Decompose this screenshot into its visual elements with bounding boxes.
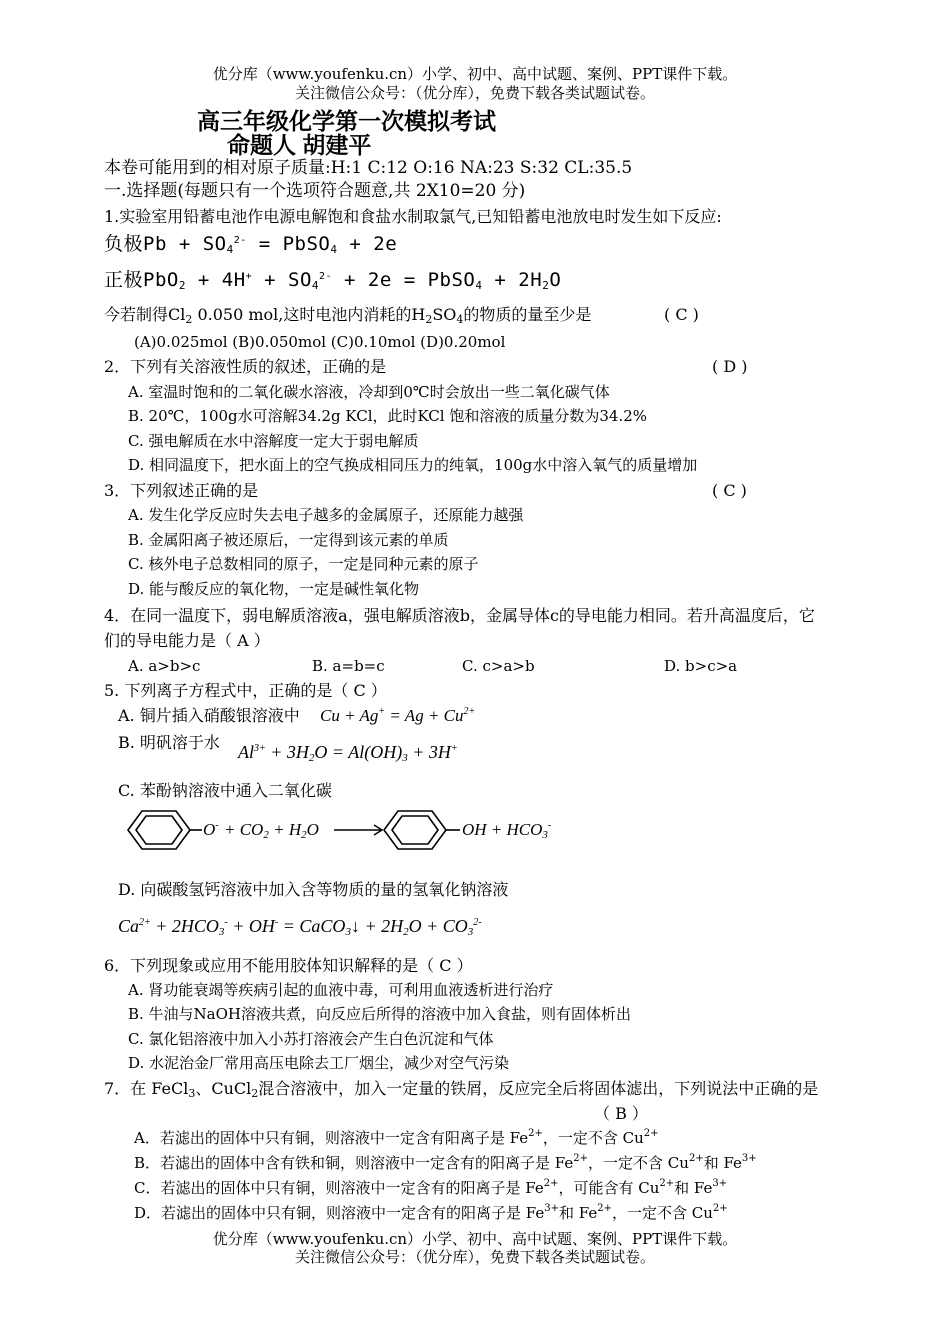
q6-stem: 6．下列现象或应用不能用胶体知识解释的是（ C ）: [104, 956, 473, 975]
q4-option-a: A. a>b>c: [128, 657, 201, 675]
q7-option-b: B．若滤出的固体中含有铁和铜，则溶液中一定含有的阳离子是 $Fe^{2+}$，一定不含 $Cu^{2+}$和 $Fe^{3+}$: [134, 1153, 757, 1172]
q6-option-c: C. 氯化铝溶液中加入小苏打溶液会产生白色沉淀和气体: [128, 1030, 494, 1048]
q7-option-d: D．若滤出的固体中只有铜，则溶液中一定含有的阳离子是 $Fe^{3+}$和 $Fe^{2+}$，一定不含 $Cu^{2+}$: [134, 1203, 728, 1222]
q5-option-c-products: OH + $HCO_3^-$: [462, 820, 552, 841]
q7-option-c: C．若滤出的固体中只有铜，则溶液中一定含有的阳离子是 $Fe^{2+}$，可能含有 $Cu^{2+}$和 $Fe^{3+}$: [134, 1178, 728, 1197]
q5-option-d-label: D. 向碳酸氢钙溶液中加入含等物质的量的氢氧化钠溶液: [118, 880, 509, 899]
benzene-ring-left-icon: [128, 811, 190, 849]
negative-label: 负极: [104, 233, 144, 255]
reaction-arrow-icon: [334, 825, 382, 835]
q7-stem: 7．在 FeCl$_3$、CuCl$_2$混合溶液中，加入一定量的铁屑，反应完全后将固体滤出，下列说法中正确的是: [104, 1079, 819, 1100]
q3-option-c: C. 核外电子总数相同的原子，一定是同种元素的原子: [128, 555, 479, 573]
q5-option-b-equation: $Al^{3+} + 3H_2O = Al(OH)_3 + 3H^+$: [238, 742, 458, 764]
q5-option-d-equation: $Ca^{2+} + 2HCO_3^- + OH^-$ = CaCO$_3$↓ + $2H_2O + CO_3^{2-}$: [118, 916, 482, 938]
q4-option-c: C. c>a>b: [462, 657, 535, 675]
positive-label: 正极: [104, 269, 144, 291]
q1-answer: ( C ): [664, 305, 699, 324]
benzene-ring-right-icon: [384, 811, 446, 849]
q4-option-d: D. b>c>a: [664, 657, 738, 675]
q6-option-a: A. 肾功能衰竭等疾病引起的血液中毒，可利用血液透析进行治疗: [128, 981, 554, 999]
q5-option-a-label: A. 铜片插入硝酸银溶液中: [118, 706, 300, 725]
q2-stem: 2．下列有关溶液性质的叙述，正确的是: [104, 357, 387, 376]
q3-option-d: D. 能与酸反应的氧化物，一定是碱性氧化物: [128, 580, 420, 598]
q3-answer: ( C ): [712, 481, 747, 500]
q1-negative-equation: 负极$Pb + SO_4^{2-}$ = PbSO$_4$ + 2e: [104, 233, 398, 256]
q6-option-b: B. 牛油与NaOH溶液共煮，向反应后所得的溶液中加入食盐，则有固体析出: [128, 1005, 632, 1023]
q1-positive-equation: 正极$PbO_2 + 4H^+ + SO_4^{2-} + 2e$ = PbSO$_4$ + $2H_2O$: [104, 269, 562, 292]
q5-stem: 5. 下列离子方程式中，正确的是（ C ）: [104, 681, 387, 700]
section-heading: 一.选择题(每题只有一个选项符合题意,共 2X10=20 分): [104, 181, 526, 201]
q3-option-b: B. 金属阳离子被还原后，一定得到该元素的单质: [128, 531, 449, 549]
q5-option-c-label: C. 苯酚钠溶液中通入二氧化碳: [118, 781, 332, 800]
q1-ask: 今若制得$Cl_2$ 0.050 mol,这时电池内消耗的$H_2SO_4$的物质的量至少是: [104, 305, 592, 326]
q1-stem: 1.实验室用铅蓄电池作电源电解饱和食盐水制取氯气,已知铅蓄电池放电时发生如下反应:: [104, 207, 722, 226]
q2-option-b: B. 20℃，100g水可溶解34.2g KCl，此时KCl 饱和溶液的质量分数为34.2%: [128, 407, 648, 425]
q5-option-b-label: B. 明矾溶于水: [118, 733, 220, 752]
q2-answer: ( D ): [712, 357, 748, 376]
q1-options: (A)0.025mol (B)0.050mol (C)0.10mol (D)0.20mol: [134, 333, 506, 351]
footer-line-2: 关注微信公众号：（优分库），免费下载各类试题试卷。: [294, 1248, 655, 1266]
exam-title: 高三年级化学第一次模拟考试: [197, 108, 496, 134]
q2-option-c: C. 强电解质在水中溶解度一定大于弱电解质: [128, 432, 419, 450]
q4-stem-line-1: 4．在同一温度下，弱电解质溶液a，强电解质溶液b，金属导体c的导电能力相同。若升高温度后，它: [104, 606, 815, 625]
atomic-masses: 本卷可能用到的相对原子质量:H:1 C:12 O:16 NA:23 S:32 CL:35.5: [104, 158, 633, 178]
q5-option-c-reactants: + $CO_2 + H_2O$: [224, 820, 319, 841]
q4-stem-line-2: 们的导电能力是（ A ）: [104, 631, 270, 650]
footer-line-1: 优分库（www.youfenku.cn）小学、初中、高中试题、案例、PPT课件下载。: [212, 1230, 738, 1248]
q2-option-d: D. 相同温度下，把水面上的空气换成相同压力的纯氧，100g水中溶入氧气的质量增加: [128, 456, 698, 474]
q3-stem: 3．下列叙述正确的是: [104, 481, 259, 500]
header-line-2: 关注微信公众号：（优分库），免费下载各类试题试卷。: [294, 84, 655, 102]
q3-option-a: A. 发生化学反应时失去电子越多的金属原子，还原能力越强: [128, 506, 524, 524]
q7-answer: （ B ）: [594, 1104, 648, 1123]
exam-author: 命题人 胡建平: [227, 132, 372, 158]
q6-option-d: D. 水泥治金厂常用高压电除去工厂烟尘，减少对空气污染: [128, 1054, 510, 1072]
q2-option-a: A. 室温时饱和的二氧化碳水溶液，冷却到0℃时会放出一些二氧化碳气体: [128, 383, 610, 401]
q5-option-a-equation: $Cu + Ag^+ = Ag + Cu^{2+}$: [320, 706, 476, 725]
q7-option-a: A．若滤出的固体中只有铜，则溶液中一定含有阳离子是 $Fe^{2+}$，一定不含 $Cu^{2+}$: [134, 1128, 659, 1147]
q5-option-c-left: O-: [203, 820, 219, 839]
header-line-1: 优分库（www.youfenku.cn）小学、初中、高中试题、案例、PPT课件下载。: [212, 65, 738, 83]
q4-option-b: B. a=b=c: [312, 657, 385, 675]
